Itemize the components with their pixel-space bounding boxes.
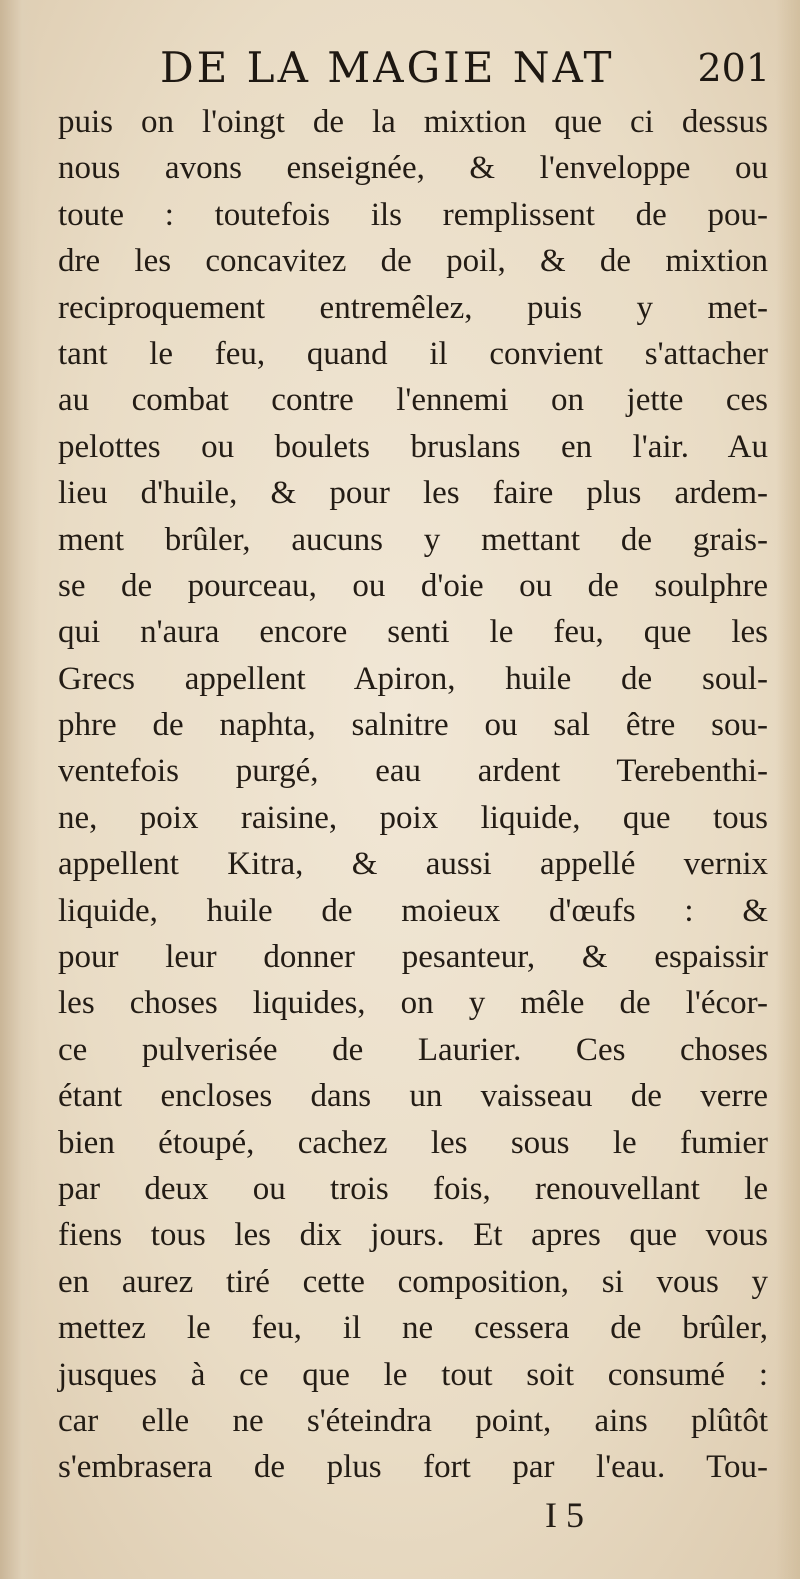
text-line: appellent Kitra, & aussi appellé vernix [58, 846, 768, 883]
text-line: les choses liquides, on y mêle de l'écor- [58, 985, 768, 1022]
page-number: 201 [697, 46, 770, 90]
text-line: ment brûler, aucuns y mettant de grais- [58, 521, 768, 558]
text-line: tant le feu, quand il convient s'attacher [58, 335, 768, 372]
text-line: lieu d'huile, & pour les faire plus ardem- [58, 475, 768, 512]
text-line: se de pourceau, ou d'oie ou de soulphre [58, 567, 768, 604]
text-line: qui n'aura encore senti le feu, que les [58, 614, 768, 651]
text-line: pour leur donner pesanteur, & espaissir [58, 939, 768, 976]
text-line: ce pulverisée de Laurier. Ces choses [58, 1031, 768, 1068]
text-line: car elle ne s'éteindra point, ains plûtôt [58, 1402, 768, 1439]
text-line: phre de naphta, salnitre ou sal être sou- [58, 707, 768, 744]
text-line: dre les concavitez de poil, & de mixtion [58, 243, 768, 280]
text-line: nous avons enseignée, & l'enveloppe ou [58, 150, 768, 187]
text-line: puis on l'oingt de la mixtion que ci dessus [58, 104, 768, 140]
page-gutter-shadow [0, 0, 40, 1579]
text-line: ne, poix raisine, poix liquide, que tous [58, 799, 768, 836]
text-line: par deux ou trois fois, renouvellant le [58, 1170, 768, 1207]
text-line: bien étoupé, cachez les sous le fumier [58, 1124, 768, 1161]
text-line: reciproquement entremêlez, puis y met- [58, 289, 768, 326]
text-line: fiens tous les dix jours. Et apres que vous [58, 1217, 768, 1254]
signature-mark: I 5 [545, 1495, 584, 1535]
text-line: pelottes ou boulets bruslans en l'air. Au [58, 428, 768, 465]
text-line: toute : toutefois ils remplissent de pou- [58, 196, 768, 233]
body-text [44, 99, 774, 1491]
page-header [160, 40, 770, 96]
text-line: liquide, huile de moieux d'œufs : & [58, 892, 768, 929]
text-line: mettez le feu, il ne cessera de brûler, [58, 1310, 768, 1347]
text-line: en aurez tiré cette composition, si vous y [58, 1263, 768, 1300]
text-line: étant encloses dans un vaisseau de verre [58, 1078, 768, 1115]
text-line: au combat contre l'ennemi on jette ces [58, 382, 768, 419]
text-line: Grecs appellent Apiron, huile de soul- [58, 660, 768, 697]
text-line: s'embrasera de plus fort par l'eau. Tou- [58, 1449, 768, 1486]
text-line: jusques à ce que le tout soit consumé : [58, 1356, 768, 1393]
page-edge-shadow [776, 0, 800, 1579]
text-line: ventefois purgé, eau ardent Terebenthi- [58, 753, 768, 790]
running-title: DE LA MAGIE NAT [160, 43, 615, 92]
